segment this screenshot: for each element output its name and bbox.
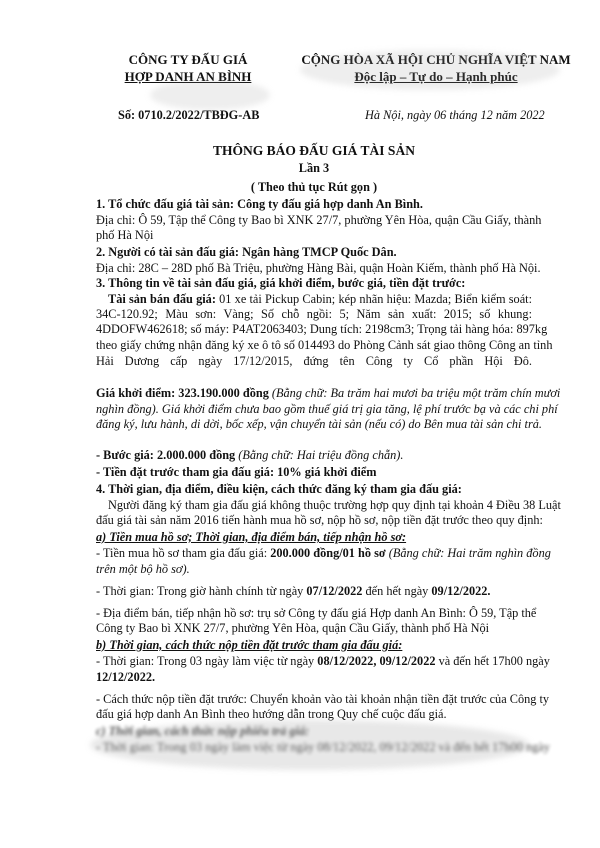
section-1-heading: 1. Tổ chức đấu giá tài sản: Công ty đấu giá hợp danh An Bình. [96, 197, 423, 211]
asset-line4: theo giấy chứng nhận đăng ký xe ô tô số 014493 do Phòng Cảnh sát giao thông Công an tỉnh [96, 338, 553, 352]
section-2-heading: 2. Người có tài sản đấu giá: Ngân hàng TMCP Quốc Dân. [96, 245, 397, 259]
starting-price-line3: đăng ký, lưu hành, di dời, bốc xếp, vận chuyển tài sản (nếu có) do Bên mua tài sản chi trả. [96, 417, 542, 431]
asset-line2: 34C-120.92; Màu sơn: Vàng; Số chỗ ngồi: 5; Năm sản xuất: 2015; số khung: [96, 307, 532, 321]
section-4-intro-line2: đấu giá tài sản năm 2016 tiến hành mua hồ sơ, nộp hồ sơ, nộp tiền đặt trước theo quy định: [96, 513, 543, 527]
subsection-c-line1: - Thời gian: Trong 03 ngày làm việc từ ngày 08/12/2022, 09/12/2022 và đến hết 17h00 ngày [96, 740, 550, 754]
starting-price-line2: nghìn đồng). Giá khởi điểm chưa bao gồm thuế giá trị gia tăng, lệ phí trước bạ và các chi phí [96, 402, 558, 416]
deposit-time-line1: - Thời gian: Trong 03 ngày làm việc từ ngày 08/12/2022, 09/12/2022 và đến hết 17h00 ngày [96, 654, 550, 668]
section-1-address-line1: Địa chỉ: Ô 59, Tập thể Công ty Bao bì XNK 27/7, phường Yên Hòa, quận Cầu Giấy, thành [96, 213, 542, 227]
place-date: Hà Nội, ngày 06 tháng 12 năm 2022 [365, 108, 545, 122]
asset-line3: 4DDOFW462618; số máy: P4AT2063403; Dung tích: 2198cm3; Trọng tải hàng hóa: 897kg [96, 322, 548, 336]
deposit-time-line2: 12/12/2022. [96, 670, 156, 684]
motto-heading: Độc lập – Tự do – Hạnh phúc [354, 69, 518, 84]
asset-line5: Hải Dương cấp ngày 17/12/2015, đứng tên Công ty Cổ phần Hội Đô. [96, 354, 532, 368]
section-1-address-line2: phố Hà Nội [96, 228, 154, 242]
section-2-address: Địa chỉ: 28C – 28D phố Bà Triệu, phường Hàng Bài, quận Hoàn Kiếm, thành phố Hà Nội. [96, 261, 541, 275]
company-name-line1: CÔNG TY ĐẤU GIÁ [128, 52, 248, 67]
subsection-c-heading: c) Thời gian, cách thức nộp phiếu trả giá: [96, 724, 310, 738]
scan-stain [90, 720, 550, 770]
subsection-b-heading: b) Thời gian, cách thức nộp tiền đặt trước tham gia đấu giá: [96, 638, 403, 652]
section-4-intro-line1: Người đăng ký tham gia đấu giá không thuộc trường hợp quy định tại khoản 4 Điều 38 Luật [108, 498, 561, 512]
nation-heading: CỘNG HÒA XÃ HỘI CHỦ NGHĨA VIỆT NAM [301, 52, 571, 67]
deposit-method-line2: đấu giá hợp danh An Bình theo hướng dẫn trong Quy chế cuộc đấu giá. [96, 707, 447, 721]
deposit-method-line1: - Cách thức nộp tiền đặt trước: Chuyển khoản vào tài khoản nhận tiền đặt trước của Công ty [96, 692, 550, 706]
subsection-a-heading: a) Tiền mua hồ sơ; Thời gian, địa điểm bán, tiếp nhận hồ sơ: [96, 530, 407, 544]
bid-step: - Bước giá: 2.000.000 đồng (Bằng chữ: Hai triệu đồng chẵn). [96, 448, 404, 462]
section-3-heading: 3. Thông tin về tài sản đấu giá, giá khởi điểm, bước giá, tiền đặt trước: [96, 276, 466, 290]
scan-stain [300, 50, 560, 90]
sale-place-line2: Công ty Bao bì XNK 27/7, phường Yên Hòa, quận Cầu Giấy, thành phố Hà Nội [96, 621, 490, 635]
scan-stain [150, 80, 270, 110]
document-title: THÔNG BÁO ĐẤU GIÁ TÀI SẢN [213, 143, 415, 158]
sale-place-line1: - Địa điểm bán, tiếp nhận hồ sơ: trụ sở Công ty đấu giá Hợp danh An Bình: Ô 59, Tập thể [96, 606, 537, 620]
company-name-line2: HỢP DANH AN BÌNH [124, 69, 252, 84]
deposit: - Tiền đặt trước tham gia đấu giá: 10% giá khởi điểm [96, 465, 377, 479]
document-number: Số: 0710.2/2022/TBĐG-AB [118, 108, 260, 122]
form-price-line1: - Tiền mua hồ sơ tham gia đấu giá: 200.000 đồng/01 hồ sơ (Bằng chữ: Hai trăm nghìn đồng [96, 546, 551, 560]
round-label: Lần 3 [298, 161, 330, 175]
sale-time: - Thời gian: Trong giờ hành chính từ ngày 07/12/2022 đến hết ngày 09/12/2022. [96, 584, 491, 598]
section-4-heading: 4. Thời gian, địa điểm, điều kiện, cách thức đăng ký tham gia đấu giá: [96, 482, 462, 496]
starting-price-line1: Giá khởi điểm: 323.190.000 đồng (Bằng chữ: Ba trăm hai mươi ba triệu một trăm chín mươi [96, 386, 561, 400]
procedure-label: ( Theo thủ tục Rút gọn ) [250, 180, 378, 194]
form-price-line2: trên một bộ hồ sơ). [96, 562, 190, 576]
asset-line1: Tài sản bán đấu giá: 01 xe tải Pickup Cabin; kép nhãn hiệu: Mazda; Biển kiểm soát: [108, 292, 532, 306]
